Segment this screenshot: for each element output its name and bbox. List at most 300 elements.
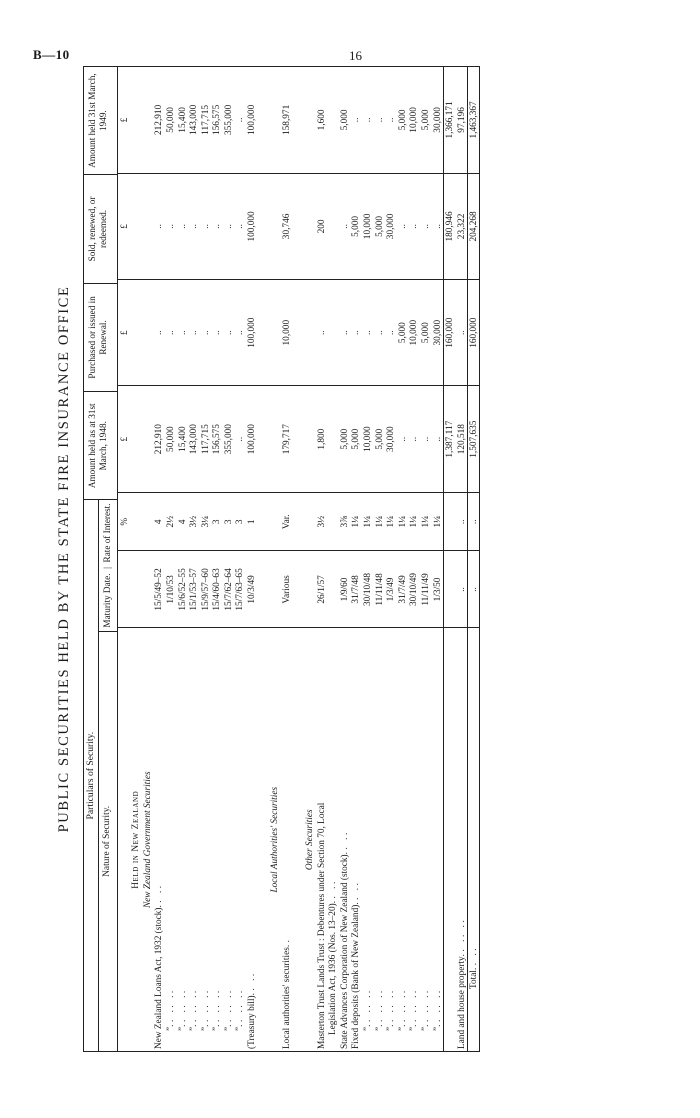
cell-nature [361,628,373,1052]
cell-sold: .. [153,173,165,279]
header-rate: Rate of Interest. [102,503,113,563]
nature-label: ” [432,1026,443,1031]
cell-amount-1949 [141,67,153,174]
cell-sold [130,173,142,279]
cell-sold: £ [118,173,130,279]
cell-maturity: 31/7/49 [396,551,408,628]
cell-maturity [269,551,281,628]
cell-maturity: 15/6/52–55 [176,551,188,628]
table-row [385,67,397,1052]
cell-maturity: 11/11/49 [419,551,431,628]
nature-label: New Zealand Loans Act, 1932 (stock) [154,907,165,1049]
landscape-sheet [50,54,650,1064]
cell-amount-1948 [303,386,315,493]
cell-nature [118,628,130,1052]
securities-table-header [83,66,118,1052]
cell-sold: .. [211,173,223,279]
spacer-row [292,67,304,1052]
cell-sold: 23,322 [455,173,467,279]
cell-maturity [130,551,142,628]
section-subheading-nz-govt [141,67,153,1052]
cell-rate: 3⅞ [338,493,350,551]
cell-nature [315,628,327,1052]
cell-amount-1949: £ [118,67,130,174]
cell-amount-1949: 50,000 [164,67,176,174]
cell-amount-1948 [292,386,304,493]
securities-table-body [118,66,480,1052]
cell-sold: .. [234,173,246,279]
cell-rate [141,493,153,551]
cell-amount-1948: 120,518 [455,386,467,493]
cell-purchased [327,280,339,386]
cell-rate: 1¼ [408,493,420,551]
cell-purchased: .. [211,280,223,386]
cell-rate: 4 [153,493,165,551]
cell-maturity [327,551,339,628]
section-subheading-text: Other Securities [305,809,316,871]
cell-rate: 1¼ [385,493,397,551]
cell-sold: .. [188,173,200,279]
cell-purchased: .. [315,280,327,386]
header-sold: Sold, renewed, or redeemed. [84,175,118,283]
cell-sold: 10,000 [361,173,373,279]
cell-purchased: .. [234,280,246,386]
cell-maturity: 31/7/48 [350,551,362,628]
leader-dots: .. .. .. [165,988,176,1027]
cell-maturity [292,551,304,628]
table-row [327,67,339,1052]
cell-amount-1948: .. [396,386,408,493]
cell-amount-1948: 1,387,117 [443,386,455,493]
cell-rate: 3½ [315,493,327,551]
header-amount-1948: Amount held as at 31st March, 1948. [84,392,118,500]
cell-nature [269,628,281,1052]
document-title: PUBLIC SECURITIES HELD BY THE STATE FIRE INSURANCE OFFICE [56,285,72,833]
leader-dots: .. .. .. [432,988,443,1027]
cell-amount-1949: 355,000 [222,67,234,174]
header-nature: Nature of Security. [99,631,118,1051]
cell-maturity [141,551,153,628]
cell-sold [257,173,269,279]
nature-label: State Advances Corporation of New Zealand (stock) [339,854,350,1049]
cell-sold: 30,000 [385,173,397,279]
cell-amount-1949: 156,575 [211,67,223,174]
cell-sold: 200 [315,173,327,279]
leader-dots: .. .. .. [420,988,431,1027]
cell-maturity: .. [467,551,480,628]
cell-nature [385,628,397,1052]
header-maturity-rate: Maturity Date. | Rate of Interest. [99,500,118,631]
table-row [350,67,362,1052]
cell-sold [303,173,315,279]
cell-sold: .. [199,173,211,279]
cell-amount-1948: 1,800 [315,386,327,493]
header-group-particulars: Particulars of Security. [84,500,99,1052]
leader-dots: .. .. [328,879,339,904]
cell-nature [211,628,223,1052]
cell-rate: 1¼ [361,493,373,551]
cell-rate [303,493,315,551]
cell-amount-1948: 355,000 [222,386,234,493]
cell-amount-1949: 97,196 [455,67,467,174]
table-row [373,67,385,1052]
cell-purchased: 160,000 [443,280,455,386]
cell-maturity: 1/10/53 [164,551,176,628]
cell-maturity: 15/1/53–57 [188,551,200,628]
leader-dots: .. .. [247,971,258,996]
cell-rate: 3 [234,493,246,551]
nature-label: ” [363,1026,373,1031]
cell-maturity [443,551,455,628]
cell-amount-1949: 1,600 [315,67,327,174]
cell-nature [245,628,257,1052]
cell-amount-1948: 179,717 [280,386,292,493]
cell-amount-1948: 156,575 [211,386,223,493]
cell-nature [373,628,385,1052]
cell-sold [327,173,339,279]
cell-sold: 30,746 [280,173,292,279]
cell-nature [176,628,188,1052]
nature-label: Land and house property [456,956,467,1049]
cell-purchased: .. [350,280,362,386]
nature-label: ” [177,1026,188,1031]
cell-nature [153,628,165,1052]
nature-label: ” [223,1026,234,1031]
section-subheading-local-authorities [269,67,281,1052]
cell-amount-1948: 30,000 [385,386,397,493]
cell-nature [455,628,467,1052]
cell-sold: .. [396,173,408,279]
leader-dots: .. .. [351,880,362,905]
cell-sold: .. [408,173,420,279]
cell-purchased: 5,000 [419,280,431,386]
cell-sold [292,173,304,279]
cell-purchased [292,280,304,386]
cell-rate: 3¼ [199,493,211,551]
page-number: 16 [349,48,362,63]
leader-dots: .. .. .. [212,988,223,1027]
cell-amount-1948: 212,910 [153,386,165,493]
cell-amount-1949: .. [361,67,373,174]
table-row [211,67,223,1052]
cell-purchased: 100,000 [245,280,257,386]
cell-amount-1949 [303,67,315,174]
cell-maturity: 15/9/57–60 [199,551,211,628]
nature-label: ” [420,1026,431,1031]
cell-sold: .. [338,173,350,279]
cell-nature [396,628,408,1052]
table-row [222,67,234,1052]
header-maturity: Maturity Date. [102,573,113,628]
cell-sold [141,173,153,279]
cell-purchased: .. [164,280,176,386]
table-row [431,67,443,1052]
cell-amount-1948: 1,507,635 [467,386,480,493]
cell-maturity: .. [455,551,467,628]
cell-nature [431,628,443,1052]
cell-nature [188,628,200,1052]
cell-purchased: .. [199,280,211,386]
cell-amount-1948: .. [234,386,246,493]
table-row [245,67,257,1052]
cell-amount-1949: 158,971 [280,67,292,174]
cell-purchased: .. [455,280,467,386]
cell-nature [257,628,269,1052]
cell-sold: .. [164,173,176,279]
table-row [188,67,200,1052]
cell-amount-1949: .. [373,67,385,174]
leader-dots: .. .. .. [386,988,397,1027]
table-row [315,67,327,1052]
cell-sold: 180,946 [443,173,455,279]
cell-maturity: Various [280,551,292,628]
nature-label: ” [409,1026,420,1031]
cell-amount-1949: 30,000 [431,67,443,174]
cell-maturity [257,551,269,628]
cell-rate [443,493,455,551]
cell-purchased: 5,000 [396,280,408,386]
cell-maturity [303,551,315,628]
cell-rate: 1¼ [350,493,362,551]
cell-maturity: 1/9/60 [338,551,350,628]
subtotal-row [443,67,455,1052]
cell-purchased [257,280,269,386]
cell-amount-1949 [327,67,339,174]
leader-dots: .. .. .. [409,988,420,1027]
cell-sold: .. [176,173,188,279]
leader-dots: .. .. .. [456,917,467,957]
leader-dots: .. .. .. [223,988,234,1027]
section-subheading-other-securities [303,67,315,1052]
cell-amount-1948: 5,000 [338,386,350,493]
cell-rate [257,493,269,551]
nature-label: ” [386,1026,397,1031]
table-row [176,67,188,1052]
leader-dots: .. .. [339,830,350,855]
cell-amount-1948 [269,386,281,493]
currency-row [118,67,130,1052]
cell-amount-1949 [269,67,281,174]
table-row-local-authorities [280,67,292,1052]
cell-amount-1949: 117,715 [199,67,211,174]
cell-purchased [141,280,153,386]
cell-maturity: 1/3/49 [385,551,397,628]
cell-sold: 5,000 [373,173,385,279]
leader-dots: .. .. [469,945,480,971]
cell-amount-1948: 117,715 [199,386,211,493]
cell-rate: 3 [222,493,234,551]
leader-dots: .. .. .. [363,988,373,1027]
nature-label: Legislation Act, 1936 (Nos. 13–20) [328,903,339,1035]
cell-rate: % [118,493,130,551]
table-row [234,67,246,1052]
cell-amount-1948 [327,386,339,493]
leader-dots: .. .. .. [200,988,211,1027]
cell-rate [327,493,339,551]
cell-amount-1949: 100,000 [245,67,257,174]
cell-amount-1949: .. [385,67,397,174]
cell-nature [350,628,362,1052]
table-row [338,67,350,1052]
cell-amount-1949 [130,67,142,174]
cell-amount-1949: 212,910 [153,67,165,174]
cell-purchased [269,280,281,386]
leader-dots: .. .. .. [177,988,188,1027]
cell-rate: 1 [245,493,257,551]
cell-maturity: 15/5/49–52 [153,551,165,628]
nature-label: ” [397,1026,408,1031]
cell-rate: Var. [280,493,292,551]
cell-maturity: 15/7/63–65 [234,551,246,628]
table-row [199,67,211,1052]
cell-maturity: 15/7/62–64 [222,551,234,628]
total-row [467,67,480,1052]
cell-purchased: 10,000 [408,280,420,386]
cell-purchased: 10,000 [280,280,292,386]
cell-amount-1948: .. [419,386,431,493]
cell-sold [269,173,281,279]
cell-rate: 3 [211,493,223,551]
cell-purchased: .. [385,280,397,386]
cell-nature [467,628,480,1052]
nature-label: ” [189,1026,200,1031]
cell-nature [408,628,420,1052]
land-and-house-property-row [455,67,467,1052]
nature-label: Masterton Trust Lands Trust : Debentures under Section 70, Local [316,802,327,1049]
cell-rate: .. [467,493,480,551]
page-mark: B—10 [33,47,70,62]
section-subheading-text: Local Authorities' Securities [270,786,281,893]
cell-rate: 1¼ [396,493,408,551]
nature-label: ” [374,1026,385,1031]
cell-amount-1948: 15,400 [176,386,188,493]
cell-purchased: .. [222,280,234,386]
header-amount-1949: Amount held 31st March, 1949. [84,67,118,175]
cell-rate: 1¼ [419,493,431,551]
cell-amount-1949: 5,000 [338,67,350,174]
leader-dots: .. [281,937,292,948]
cell-rate: 3½ [188,493,200,551]
cell-amount-1949: 5,000 [396,67,408,174]
cell-rate: 1¼ [431,493,443,551]
cell-amount-1949: 1,366,171 [443,67,455,174]
cell-nature [419,628,431,1052]
cell-amount-1948 [257,386,269,493]
cell-nature [280,628,292,1052]
total-label: Total [469,970,480,989]
cell-amount-1948: .. [431,386,443,493]
leader-dots: .. .. .. [235,988,246,1027]
cell-amount-1949: 5,000 [419,67,431,174]
cell-amount-1949: .. [350,67,362,174]
cell-sold: .. [431,173,443,279]
cell-nature [303,628,315,1052]
cell-maturity: 1/3/50 [431,551,443,628]
cell-rate [269,493,281,551]
cell-sold: .. [222,173,234,279]
cell-sold: 100,000 [245,173,257,279]
cell-amount-1948: 100,000 [245,386,257,493]
cell-purchased [303,280,315,386]
cell-purchased: .. [153,280,165,386]
cell-maturity: 15/4/60–63 [211,551,223,628]
cell-nature [292,628,304,1052]
nature-label: (Treasury bill) [247,995,258,1049]
cell-amount-1949 [257,67,269,174]
cell-amount-1949: 1,463,367 [467,67,480,174]
cell-amount-1948: 50,000 [164,386,176,493]
cell-purchased: £ [118,280,130,386]
cell-nature [141,628,153,1052]
section-heading-text: Held in New Zealand [131,790,142,889]
cell-purchased: 160,000 [467,280,480,386]
table-row [164,67,176,1052]
cell-purchased: .. [373,280,385,386]
cell-maturity: 26/1/57 [315,551,327,628]
cell-purchased: .. [338,280,350,386]
nature-label: ” [165,1026,176,1031]
cell-nature [199,628,211,1052]
cell-rate: 4 [176,493,188,551]
nature-label: Local authorities' securities [281,947,292,1049]
cell-amount-1949: .. [234,67,246,174]
nature-label: ” [212,1026,223,1031]
cell-amount-1948: 10,000 [361,386,373,493]
cell-rate: 1¼ [373,493,385,551]
leader-dots: .. .. [154,883,165,908]
cell-nature [130,628,142,1052]
cell-amount-1948: 5,000 [373,386,385,493]
cell-purchased: .. [361,280,373,386]
nature-label: Fixed deposits (Bank of New Zealand) [351,904,362,1049]
cell-amount-1948 [130,386,142,493]
table-row [419,67,431,1052]
table-row [361,67,373,1052]
cell-amount-1949: 143,000 [188,67,200,174]
cell-purchased [130,280,142,386]
table-row [408,67,420,1052]
leader-dots: .. .. .. [397,988,408,1027]
spacer-row [257,67,269,1052]
cell-sold: 5,000 [350,173,362,279]
cell-amount-1948: 143,000 [188,386,200,493]
cell-maturity: 30/10/48 [361,551,373,628]
cell-nature [222,628,234,1052]
cell-amount-1949: 15,400 [176,67,188,174]
section-subheading-text: New Zealand Government Securities [142,771,153,909]
cell-amount-1948: .. [408,386,420,493]
cell-sold: .. [419,173,431,279]
cell-maturity [118,551,130,628]
cell-amount-1948: £ [118,386,130,493]
cell-purchased: .. [176,280,188,386]
cell-rate: .. [455,493,467,551]
table-row [153,67,165,1052]
header-purchased: Purchased or issued in Renewal. [84,283,118,391]
cell-nature [327,628,339,1052]
table-row [396,67,408,1052]
cell-amount-1949: 10,000 [408,67,420,174]
cell-rate [292,493,304,551]
cell-nature [338,628,350,1052]
cell-rate [130,493,142,551]
cell-nature [443,628,455,1052]
cell-rate: 2½ [164,493,176,551]
nature-label: ” [235,1026,246,1031]
cell-maturity: 11/11/48 [373,551,385,628]
cell-amount-1948: 5,000 [350,386,362,493]
leader-dots: .. .. .. [189,988,200,1027]
